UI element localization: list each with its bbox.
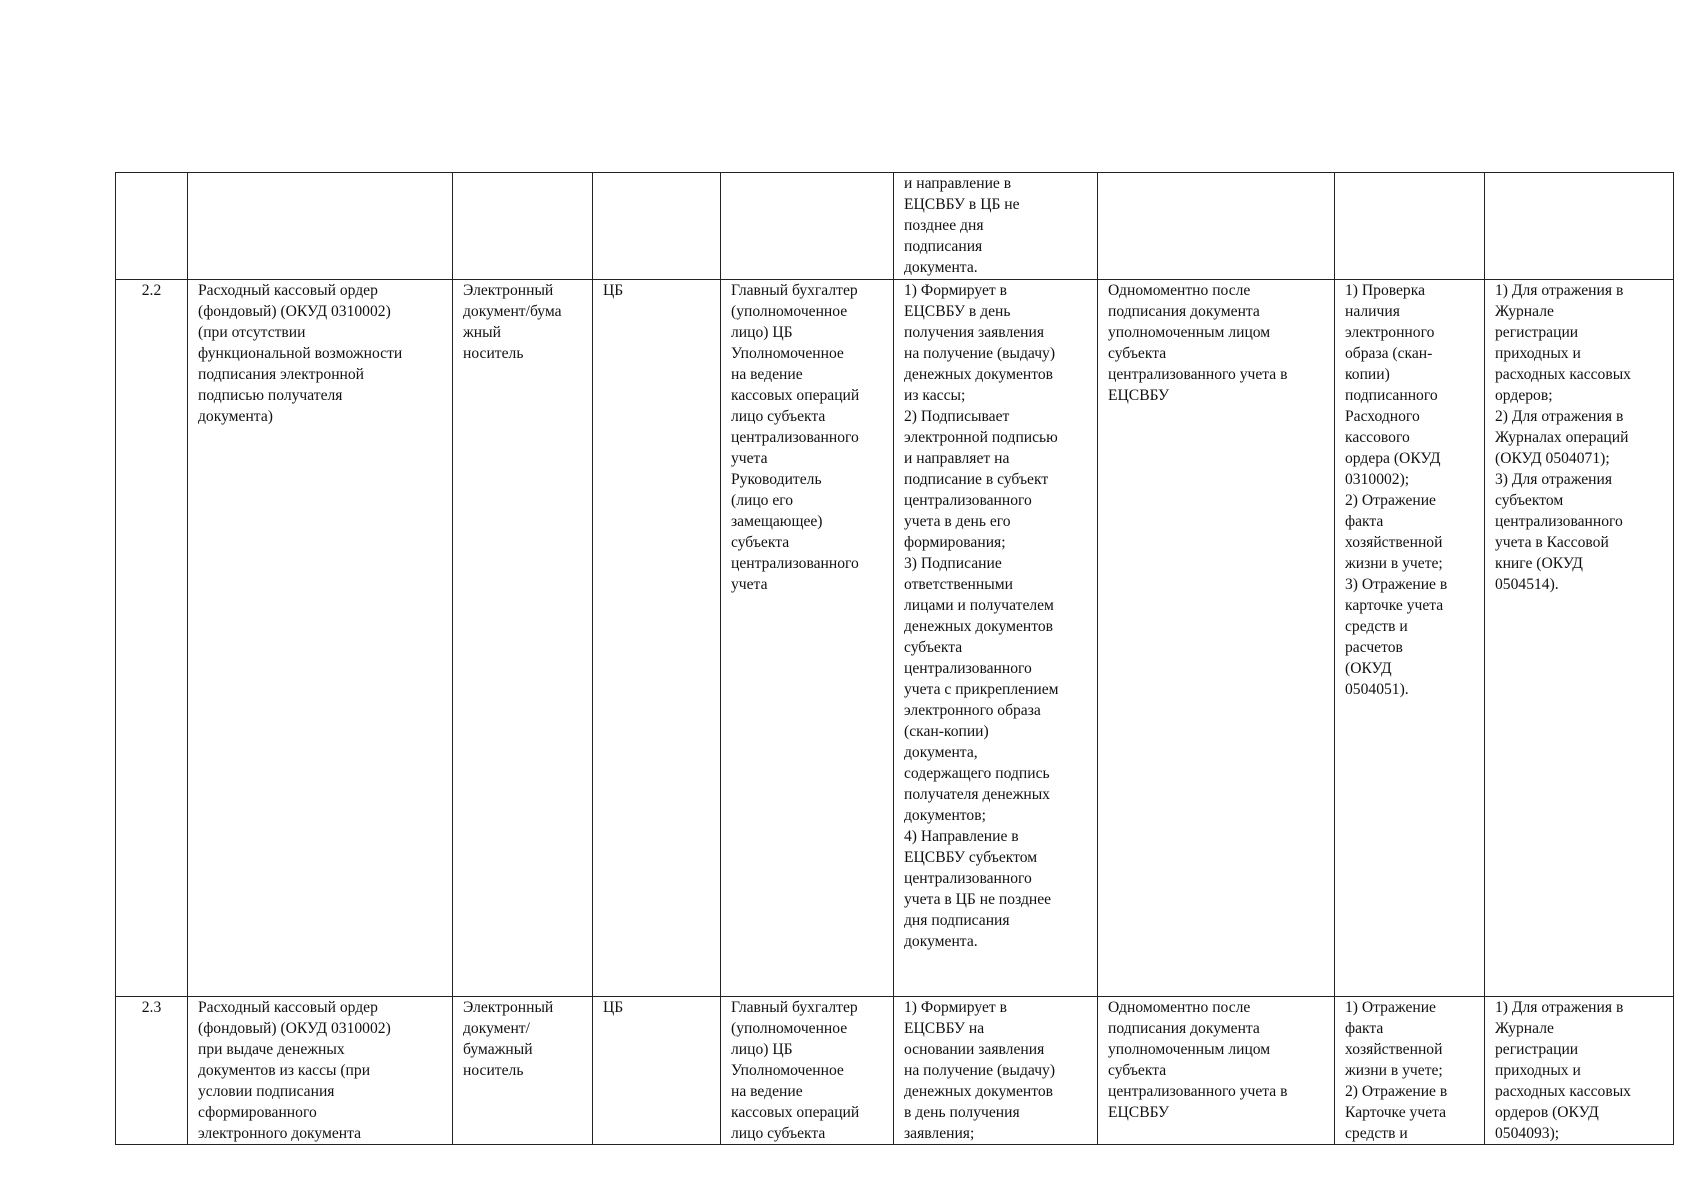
cell-number: 2.2 [116,280,188,997]
cell-processing [1335,173,1485,280]
cell-storage [1485,173,1674,280]
cell-form: Электронный документ/бума жный носитель [453,280,593,997]
cell-responsible [721,173,894,280]
cell-deadline: Одномоментно после подписания документа уполномоченным лицом субъекта централизованного учета в ЕЦСВБУ [1098,997,1335,1145]
cell-composer: ЦБ [593,280,721,997]
cell-form [453,173,593,280]
document-table [115,172,1674,1145]
cell-document-name [188,173,453,280]
cell-form: Электронный документ/ бумажный носитель [453,997,593,1145]
cell-procedure: и направление в ЕЦСВБУ в ЦБ не позднее дня подписания документа. [894,173,1098,280]
cell-processing: 1) Проверка наличия электронного образа (скан- копии) подписанного Расходного кассового ордера (ОКУД 0310002); 2) Отражение факта хозяйственной жизни в учете; 3) Отражение в карточке учета средств и расчетов (ОКУД 0504051). [1335,280,1485,997]
cell-document-name: Расходный кассовый ордер (фондовый) (ОКУД 0310002) при выдаче денежных документов из кассы (при условии подписания сформированного электронного документа [188,997,453,1145]
cell-number: 2.3 [116,997,188,1145]
cell-responsible: Главный бухгалтер (уполномоченное лицо) ЦБ Уполномоченное на ведение кассовых операций лицо субъекта [721,997,894,1145]
cell-composer [593,173,721,280]
cell-deadline [1098,173,1335,280]
table-row [116,173,1674,280]
cell-deadline: Одномоментно после подписания документа уполномоченным лицом субъекта централизованного учета в ЕЦСВБУ [1098,280,1335,997]
cell-number [116,173,188,280]
cell-processing: 1) Отражение факта хозяйственной жизни в учете; 2) Отражение в Карточке учета средств и [1335,997,1485,1145]
cell-responsible: Главный бухгалтер (уполномоченное лицо) ЦБ Уполномоченное на ведение кассовых операций лицо субъекта централизованного учета Руководитель (лицо его замещающее) субъекта централизованного учета [721,280,894,997]
cell-procedure: 1) Формирует в ЕЦСВБУ в день получения заявления на получение (выдачу) денежных документов из кассы; 2) Подписывает электронной подписью и направляет на подписание в субъект централизованного учета в день его формирования; 3) Подписание ответственными лицами и получателем денежных документов субъекта централизованного учета с прикреплением электронного образа (скан-копии) документа, содержащего подпись получателя денежных документов; 4) Направление в ЕЦСВБУ субъектом централизованного учета в ЦБ не позднее дня подписания документа. [894,280,1098,997]
cell-procedure: 1) Формирует в ЕЦСВБУ на основании заявления на получение (выдачу) денежных документов в день получения заявления; [894,997,1098,1145]
cell-storage: 1) Для отражения в Журнале регистрации приходных и расходных кассовых ордеров; 2) Для отражения в Журналах операций (ОКУД 0504071); 3) Для отражения субъектом централизованного учета в Кассовой книге (ОКУД 0504514). [1485,280,1674,997]
cell-composer: ЦБ [593,997,721,1145]
table-row [116,280,1674,997]
cell-storage: 1) Для отражения в Журнале регистрации приходных и расходных кассовых ордеров (ОКУД 0504093); [1485,997,1674,1145]
table-row [116,997,1674,1145]
cell-document-name: Расходный кассовый ордер (фондовый) (ОКУД 0310002) (при отсутствии функциональной возможности подписания электронной подписью получателя документа) [188,280,453,997]
